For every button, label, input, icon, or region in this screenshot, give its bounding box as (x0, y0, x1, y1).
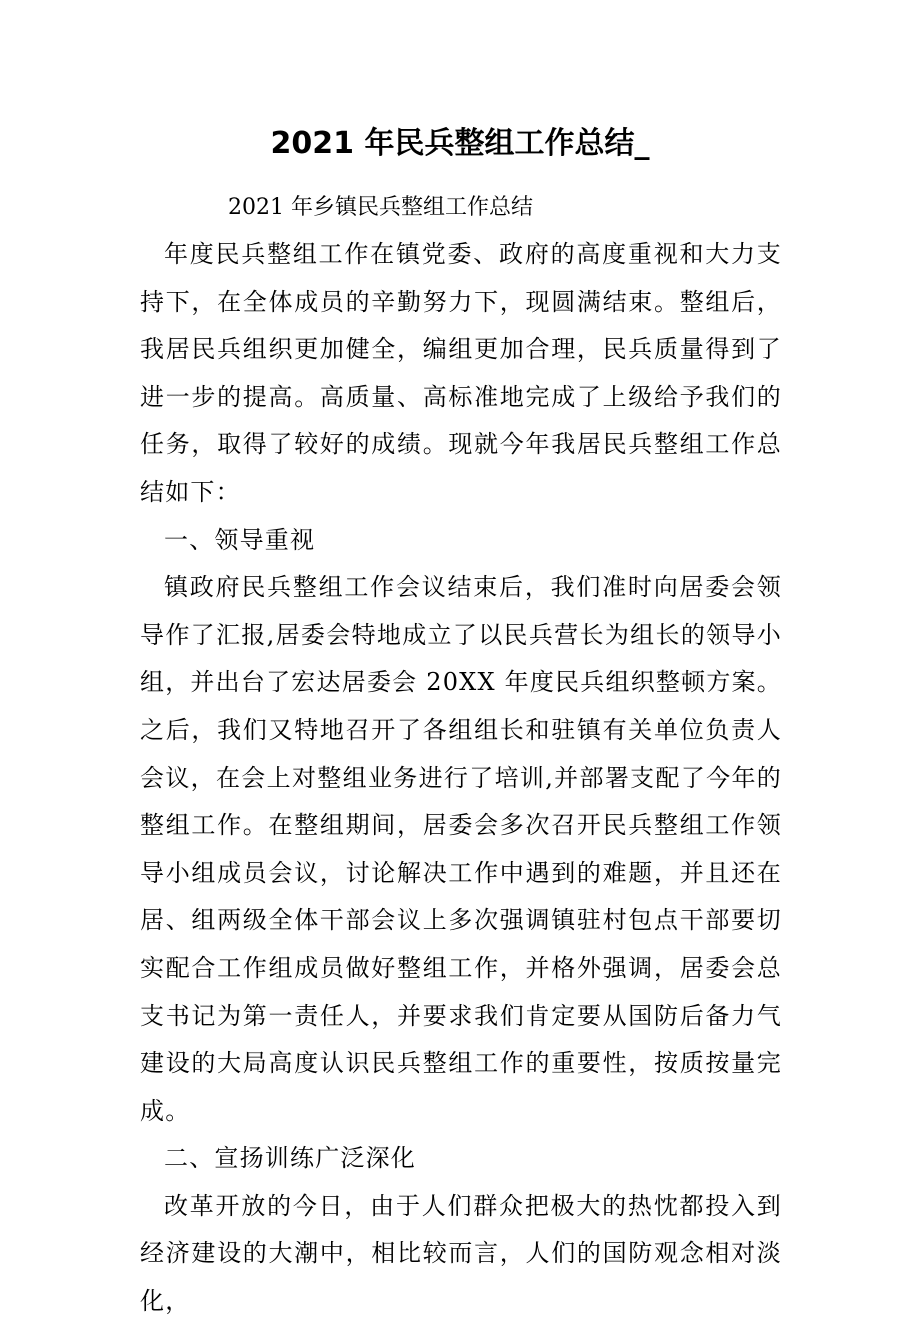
document-body (140, 231, 782, 1326)
intro-paragraph: 年度民兵整组工作在镇党委、政府的高度重视和大力支持下，在全体成员的辛勤努力下，现圆满结束。整组后，我居民兵组织更加健全，编组更加合理，民兵质量得到了进一步的提高。高质量、高标准地完成了上级给予我们的任务，取得了较好的成绩。现就今年我居民兵整组工作总结如下： (140, 240, 782, 506)
leadership-paragraph: 镇政府民兵整组工作会议结束后，我们准时向居委会领导作了汇报,居委会特地成立了以民兵营长为组长的领导小组，并出台了宏达居委会 20XX 年度民兵组织整顿方案。之后，我们又特地召开了各组组长和驻镇有关单位负责人会议，在会上对整组业务进行了培训,并部署支配了今年的整组工作。在整组期间，居委会多次召开民兵整组工作领导小组成员会议，讨论解决工作中遇到的难题，并且还在居、组两级全体干部会议上多次强调镇驻村包点干部要切实配合工作组成员做好整组工作，并格外强调，居委会总支书记为第一责任人，并要求我们肯定要从国防后备力气建设的大局高度认识民兵整组工作的重要性，按质按量完成。 (140, 573, 782, 1125)
section-heading-leadership: 一、领导重视 (164, 525, 316, 554)
document-subtitle: 2021 年乡镇民兵整组工作总结 (228, 195, 533, 220)
training-paragraph: 改革开放的今日，由于人们群众把极大的热忱都投入到经济建设的大潮中，相比较而言，人们的国防观念相对淡化， (140, 1191, 782, 1316)
document-title: 2021 年民兵整组工作总结_ (270, 126, 650, 161)
section-heading-training: 二、宣扬训练广泛深化 (164, 1144, 416, 1173)
